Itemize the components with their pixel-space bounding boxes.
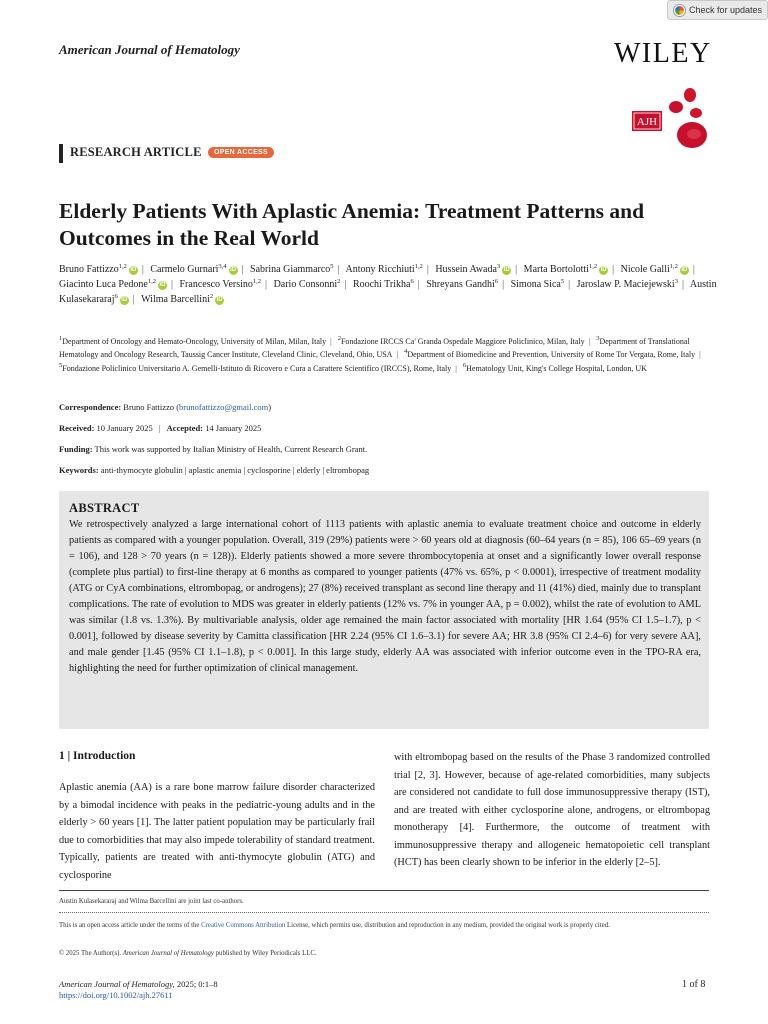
affiliation-item: $^1$Department of Oncology and Hemato-Oncology, University of Milan, Milan, Italy: [59, 335, 327, 346]
author-name: Antony Ricchiuti$^{1,2}$: [345, 263, 423, 275]
publisher-logo: WILEY: [614, 38, 712, 69]
orcid-icon[interactable]: iD: [230, 267, 237, 273]
author-name: Bruno Fattizzo$^{1,2}$: [59, 263, 127, 275]
orcid-icon[interactable]: iD: [600, 267, 607, 273]
orcid-icon[interactable]: iD: [681, 267, 688, 273]
footer-citation: American Journal of Hematology, 2025; 0:1–8: [59, 979, 218, 989]
dotted-divider: [59, 912, 709, 913]
affiliation-item: $^2$Fondazione IRCCS Ca' Granda Ospedale Maggiore Policlinico, Milan, Italy: [337, 335, 585, 346]
orcid-icon[interactable]: iD: [130, 267, 137, 273]
license-note: This is an open access article under the terms of the Creative Commons Attribution License, which permits use, distribution and reproduction in any medium, provided the original work is properly cited.: [59, 922, 610, 929]
author-name: Sabrina Giammarco$^5$: [250, 263, 334, 275]
dates: Received: 10 January 2025 | Accepted: 14 January 2025: [59, 423, 262, 433]
article-type-bar: [59, 144, 63, 163]
article-type: RESEARCH ARTICLE: [70, 145, 202, 159]
intro-right-column: with eltrombopag based on the results of the Phase 3 randomized controlled trial [2, 3]. However, because of age-related comorbidities, many subjects are considered not candidate to full dose immunosuppressive therapy (IST), and are treated with either cyclosporine alone, androgens, or eltrombopag monotherapy [4]. Furthermore, the outcome of treatment with immunosuppressive therapy and allogeneic hematopoietic cell transplant (HCT) has been clearly shown to be inferior in the elderly [2–5].: [394, 752, 710, 868]
correspondence-email-link[interactable]: brunofattizzo@gmail.com: [179, 402, 269, 412]
creative-commons-link[interactable]: Creative Commons Attribution: [201, 922, 286, 929]
author-name: Dario Consonni$^2$: [273, 278, 341, 290]
correspondence: Correspondence: Bruno Fattizzo (brunofattizzo@gmail.com): [59, 402, 272, 412]
affiliations: $^1$Department of Oncology and Hemato-Oncology, University of Milan, Milan, Italy | $^2$Fondazione IRCCS Ca' Granda Ospedale Maggiore Policlinico, Milan, Italy | $^3$Department of Translational Hematology and Oncology Research, Taussig Cancer Institute, Cleveland Clinic, Cleveland, Ohio, USA | $^4$Department of Biomedicine and Prevention, University of Rome Tor Vergata, Rome, Italy | $^5$Fondazione Policlinico Universitario A. Gemelli-Istituto di Ricovero e Cura a Carattere Scientifico (IRCCS), Rome, Italy | $^6$Hematology Unit, King's College Hospital, London, UK: [59, 335, 701, 373]
author-name: Austin Kulasekararaj$^6$: [59, 279, 717, 305]
page-number: 1 of 8: [682, 979, 706, 990]
ajh-logo-text: AJH: [636, 116, 658, 128]
author-name: Marta Bortolotti$^{1,2}$: [523, 263, 598, 275]
author-name: Shreyans Gandhi$^6$: [426, 278, 499, 290]
author-name: Giacinto Luca Pedone$^{1,2}$: [59, 278, 156, 290]
abstract-heading: ABSTRACT: [69, 501, 140, 515]
affiliation-item: $^4$Department of Biomedicine and Prevention, University of Rome Tor Vergata, Rome, Italy: [404, 348, 696, 360]
doi-link[interactable]: https://doi.org/10.1002/ajh.27611: [59, 990, 173, 1000]
ajh-logo-icon: [628, 85, 718, 151]
author-name: Hussein Awada$^3$: [435, 263, 501, 275]
author-name: Francesco Versino$^{1,2}$: [179, 278, 262, 290]
orcid-icon[interactable]: iD: [503, 267, 510, 273]
orcid-icon[interactable]: iD: [216, 297, 223, 303]
affiliation-item: $^3$Department of Translational Hematology and Oncology Research, Taussig Cancer Institute, Cleveland Clinic, Cleveland, Ohio, USA: [59, 335, 690, 360]
check-for-updates-button[interactable]: [667, 0, 768, 20]
affiliation-item: $^5$Fondazione Policlinico Universitario A. Gemelli-Istituto di Ricovero e Cura a Carattere Scientifico (IRCCS), Rome, Italy: [59, 361, 452, 373]
copyright-note: © 2025 The Author(s). American Journal of Hematology published by Wiley Periodicals LLC.: [59, 950, 317, 957]
affiliation-item: $^6$Hematology Unit, King's College Hospital, London, UK: [462, 361, 647, 373]
author-name: Nicole Galli$^{1,2}$: [620, 263, 678, 275]
open-access-badge: OPEN ACCESS: [208, 147, 274, 158]
co-author-note: Austin Kulasekararaj and Wilma Barcellini are joint last co-authors.: [59, 898, 244, 905]
author-list: Bruno Fattizzo$^{1,2}$ iD | Carmelo Gurnari$^{3,4}$ iD | Sabrina Giammarco$^5$ | Antony Ricchiuti$^{1,2}$ | Hussein Awada$^3$ iD | Marta Bortolotti$^{1,2}$ iD | Nicole Galli$^{1,2}$ iD | Giacinto Luca Pedone$^{1,2}$ iD | Francesco Versino$^{1,2}$ | Dario Consonni$^2$ | Roochi Trikha$^6$ | Shreyans Gandhi$^6$ | Simona Sica$^5$ | Jaroslaw P. Maciejewski$^3$ | Austin Kulasekararaj$^6$ iD | Wilma Barcellini$^2$ iD: [59, 263, 717, 305]
keywords: Keywords: anti-thymocyte globulin | aplastic anemia | cyclosporine | elderly | eltrombopag: [59, 465, 370, 475]
author-name: Simona Sica$^5$: [510, 278, 565, 290]
orcid-icon[interactable]: iD: [159, 282, 166, 288]
orcid-icon[interactable]: iD: [121, 297, 128, 303]
footnote-divider: [59, 890, 709, 891]
article-title: Elderly Patients With Aplastic Anemia: Treatment Patterns and Outcomes in the Real World: [59, 199, 645, 250]
intro-left-column: Aplastic anemia (AA) is a rare bone marrow failure disorder characterized by a bimodal incidence with peaks in the pediatric-young adults and in the elderly > 60 years [1]. The latter patient population may be particularly frail due to comorbidities that may also impede tolerability of standard treatment. Typically, patients are treated with anti-thymocyte globulin (ATG) and cyclosporine: [59, 782, 375, 881]
journal-name: American Journal of Hematology: [59, 42, 240, 57]
check-for-updates-label: Check for updates: [689, 5, 763, 15]
author-name: Carmelo Gurnari$^{3,4}$: [150, 263, 227, 275]
abstract-text: We retrospectively analyzed a large international cohort of 1113 patients with aplastic anemia to evaluate treatment choice and outcome in elderly patients as compared with a younger population. Overall, 319 (29%) patients were > 60 years old at diagnosis (60–64 years (n = 85), 106 65–69 years (n = 106), and 128 > 70 years (n = 128)). Elderly patients showed a more severe thrombocytopenia at onset and a significantly lower overall response (complete plus partial) to first-line therapy at 6 months as compared to younger patients (47% vs. 65%, p < 0.0001), irrespective of treatment modality (ATG or CyA combinations, eltrombopag, or androgens); 27 (8%) received transplant as second line therapy and 11 (41%) died, mainly due to transplant complications. The rate of evolution to MDS was greater in elderly patients (12% vs. 7% in younger AA, p = 0.002), whilst the rate of evolution to AML was similar (1.8 vs. 1.3%). By multivariable analysis, older age remained the main factor associated with mortality [HR 1.64 (95% CI 1.5–1.7), p < 0.001], followed by disease severity by Camitta classification [HR 2.24 (95% CI 1.6–3.1) for severe AA; HR 3.8 (95% CI 2.4–6) for very severe AA], and male gender [1.45 (95% CI 1.1–1.8), p < 0.001]. In this large study, elderly AA was associated with inferior outcome even in the TPO-RA era, highlighting the need for further optimization of clinical management.: [69, 519, 701, 675]
keywords-list: anti-thymocyte globulin | aplastic anemia | cyclosporine | elderly | eltrombopag: [100, 465, 370, 475]
funding: Funding: This work was supported by Italian Ministry of Health, Current Research Grant.: [59, 444, 368, 454]
author-name: Wilma Barcellini$^2$: [141, 293, 214, 305]
author-name: Jaroslaw P. Maciejewski$^3$: [576, 278, 678, 290]
author-name: Roochi Trikha$^6$: [352, 278, 414, 290]
section-heading: 1 | Introduction: [59, 750, 136, 762]
crossmark-icon: [674, 5, 685, 16]
